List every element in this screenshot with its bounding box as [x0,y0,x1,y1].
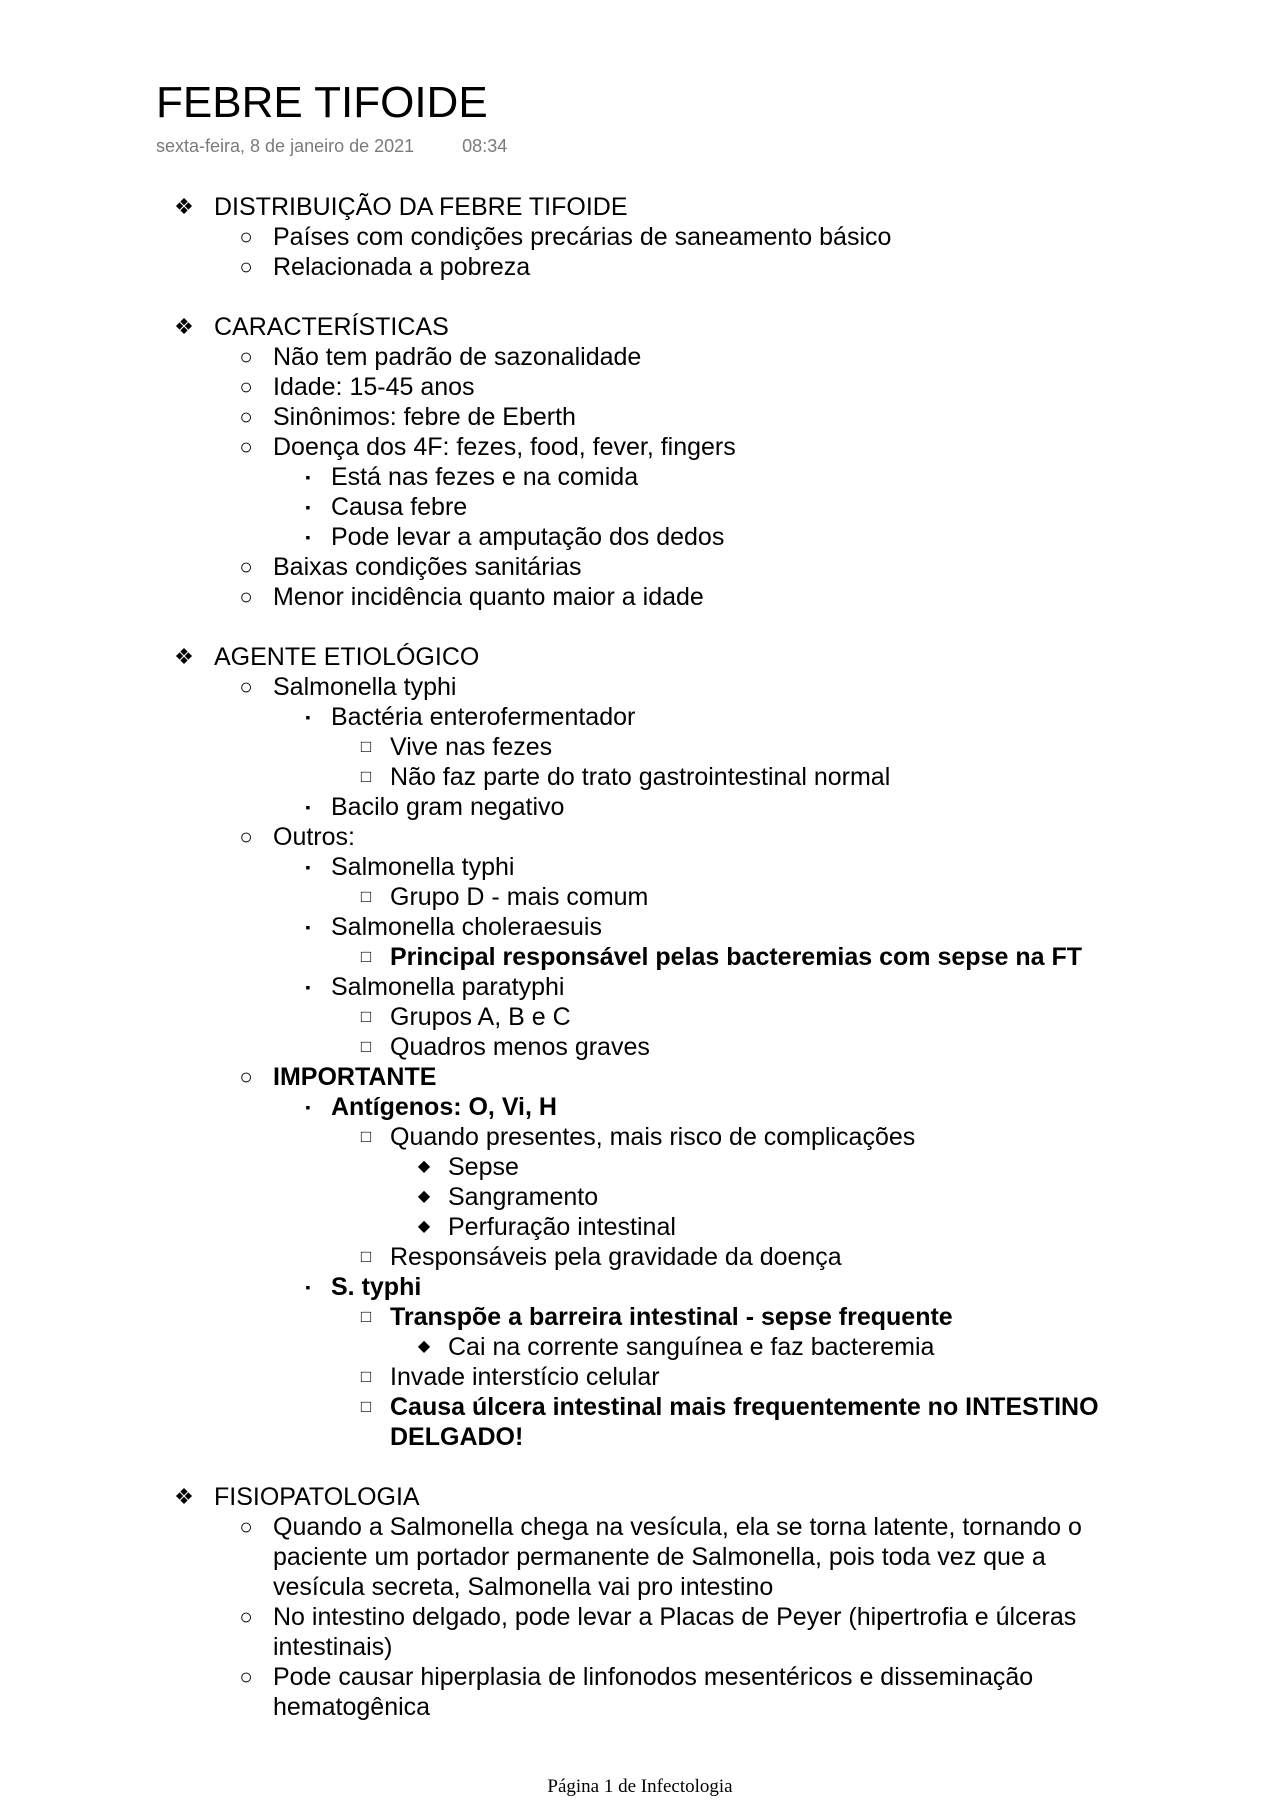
outline-item [0,1332,1280,1362]
circle-bullet-icon: ○ [239,1664,253,1689]
outline-item-text: Salmonella paratyphi [331,973,565,1001]
outline-item [0,312,1280,342]
outline-item [0,972,1280,1002]
outline-item-text: Bactéria enterofermentador [331,703,636,731]
circle-bullet-icon: ○ [239,224,253,249]
outline-item [0,702,1280,732]
outline-item [0,642,1280,672]
outline-item [0,732,1280,762]
hollow-square-bullet-icon: □ [360,1007,372,1026]
circle-bullet-icon: ○ [239,554,253,579]
outline-item [0,1122,1280,1152]
outline-item [0,432,1280,462]
outline-item [0,1152,1280,1182]
outline-item-text: Relacionada a pobreza [273,253,531,281]
filled-diamond-bullet-icon: ◆ [417,1218,431,1235]
outline-item [0,1542,1280,1572]
hollow-square-bullet-icon: □ [360,1367,372,1386]
square-bullet-icon: ▪ [305,709,311,725]
note-body [0,192,1280,1722]
outline-item-text: Antígenos: O, Vi, H [331,1093,557,1121]
outline-item [0,852,1280,882]
outline-item-text: FISIOPATOLOGIA [214,1483,420,1511]
outline-item-text: Grupos A, B e C [390,1003,571,1031]
outline-item [0,882,1280,912]
outline-item-text: Bacilo gram negativo [331,793,565,821]
circle-bullet-icon: ○ [239,674,253,699]
note-date: sexta-feira, 8 de janeiro de 2021 [156,136,415,156]
circle-bullet-icon: ○ [239,404,253,429]
diamond-bullet-icon: ❖ [174,644,194,669]
outline-item-text: Idade: 15-45 anos [273,373,475,401]
outline-item-text: Causa úlcera intestinal mais frequentemente no INTESTINO [390,1393,1099,1421]
outline-item-text: Quadros menos graves [390,1033,650,1061]
outline-item-text: Quando presentes, mais risco de complicações [390,1123,916,1151]
outline-item [0,1032,1280,1062]
outline-item-text: AGENTE ETIOLÓGICO [214,643,480,671]
outline-item [0,1002,1280,1032]
outline-item-text: DISTRIBUIÇÃO DA FEBRE TIFOIDE [214,193,628,221]
circle-bullet-icon: ○ [239,1064,253,1089]
outline-item [0,492,1280,522]
outline-item-text: Causa febre [331,493,468,521]
outline-item [0,462,1280,492]
outline-item-text: paciente um portador permanente de Salmonella, pois toda vez que a [273,1543,1046,1571]
hollow-square-bullet-icon: □ [360,1397,372,1416]
outline-item [0,582,1280,612]
hollow-square-bullet-icon: □ [360,737,372,756]
outline-item [0,1662,1280,1692]
outline-item-text: Está nas fezes e na comida [331,463,639,491]
square-bullet-icon: ▪ [305,859,311,875]
outline-item [0,1392,1280,1422]
outline-item-text: Sepse [448,1153,519,1181]
hollow-square-bullet-icon: □ [360,1247,372,1266]
outline-item [0,1422,1280,1452]
outline-item-text: Sangramento [448,1183,599,1211]
circle-bullet-icon: ○ [239,824,253,849]
filled-diamond-bullet-icon: ◆ [417,1158,431,1175]
outline-item [0,1572,1280,1602]
hollow-square-bullet-icon: □ [360,887,372,906]
diamond-bullet-icon: ❖ [174,314,194,339]
outline-item [0,792,1280,822]
outline-item-text: Não faz parte do trato gastrointestinal normal [390,763,891,791]
outline-item [0,342,1280,372]
outline-item-text: Menor incidência quanto maior a idade [273,583,704,611]
outline-item-text: S. typhi [331,1273,422,1301]
outline-item [0,672,1280,702]
outline-item [0,522,1280,552]
outline-item [0,1182,1280,1212]
filled-diamond-bullet-icon: ◆ [417,1338,431,1355]
outline-item-text: Baixas condições sanitárias [273,553,582,581]
outline-item [0,1362,1280,1392]
outline-item [0,192,1280,222]
outline-item-text: Salmonella typhi [273,673,457,701]
outline-item-text: DELGADO! [390,1423,524,1451]
circle-bullet-icon: ○ [239,434,253,459]
square-bullet-icon: ▪ [305,1099,311,1115]
outline-item-text: IMPORTANTE [273,1063,437,1091]
diamond-bullet-icon: ❖ [174,1484,194,1509]
outline-item [0,1062,1280,1092]
outline-item [0,1302,1280,1332]
outline-item-text: Vive nas fezes [390,733,553,761]
square-bullet-icon: ▪ [305,799,311,815]
outline-item-text: Cai na corrente sanguínea e faz bacteremia [448,1333,935,1361]
circle-bullet-icon: ○ [239,344,253,369]
outline-item-text: Pode causar hiperplasia de linfonodos mesentéricos e disseminação [273,1663,1034,1691]
outline-item [0,942,1280,972]
outline-item [0,822,1280,852]
note-time: 08:34 [462,136,508,156]
outline-item-text: Responsáveis pela gravidade da doença [390,1243,842,1271]
circle-bullet-icon: ○ [239,1514,253,1539]
outline-item-text: Quando a Salmonella chega na vesícula, ela se torna latente, tornando o [273,1513,1082,1541]
hollow-square-bullet-icon: □ [360,1037,372,1056]
hollow-square-bullet-icon: □ [360,1127,372,1146]
square-bullet-icon: ▪ [305,979,311,995]
outline-item [0,402,1280,432]
outline-item-text: Salmonella typhi [331,853,515,881]
outline-item-text: Doença dos 4F: fezes, food, fever, fingers [273,433,736,461]
outline-item-text: Invade interstício celular [390,1363,660,1391]
circle-bullet-icon: ○ [239,584,253,609]
outline-item-text: Grupo D - mais comum [390,883,649,911]
outline-item [0,912,1280,942]
outline-item [0,1242,1280,1272]
square-bullet-icon: ▪ [305,919,311,935]
outline-item-text: hematogênica [273,1693,431,1721]
diamond-bullet-icon: ❖ [174,194,194,219]
outline-item [0,1272,1280,1302]
outline-item [0,1512,1280,1542]
outline-item-text: Países com condições precárias de saneamento básico [273,223,892,251]
square-bullet-icon: ▪ [305,1279,311,1295]
outline-item [0,552,1280,582]
filled-diamond-bullet-icon: ◆ [417,1188,431,1205]
outline-item [0,372,1280,402]
outline-item [0,1602,1280,1632]
page-title: FEBRE TIFOIDE [156,78,488,127]
date-line [156,136,507,157]
square-bullet-icon: ▪ [305,529,311,545]
outline-item [0,1092,1280,1122]
outline-item-text: Principal responsável pelas bacteremias com sepse na FT [390,943,1082,971]
outline-item-text: Transpõe a barreira intestinal - sepse frequente [390,1303,953,1331]
outline-item-text: Salmonella choleraesuis [331,913,602,941]
blank-line [0,282,1280,312]
outline-item [0,222,1280,252]
outline-item-text: vesícula secreta, Salmonella vai pro intestino [273,1573,774,1601]
outline-item-text: No intestino delgado, pode levar a Placas de Peyer (hipertrofia e úlceras [273,1603,1077,1631]
square-bullet-icon: ▪ [305,469,311,485]
circle-bullet-icon: ○ [239,1604,253,1629]
outline-item-text: intestinais) [273,1633,393,1661]
circle-bullet-icon: ○ [239,254,253,279]
outline-item-text: CARACTERÍSTICAS [214,313,449,341]
outline-item [0,1632,1280,1662]
outline-item [0,1482,1280,1512]
blank-line [0,1452,1280,1482]
outline-item-text: Perfuração intestinal [448,1213,676,1241]
hollow-square-bullet-icon: □ [360,767,372,786]
page-footer: Página 1 de Infectologia [547,1776,733,1797]
hollow-square-bullet-icon: □ [360,1307,372,1326]
outline-item [0,762,1280,792]
blank-line [0,612,1280,642]
circle-bullet-icon: ○ [239,374,253,399]
square-bullet-icon: ▪ [305,499,311,515]
outline-item [0,252,1280,282]
outline-item-text: Outros: [273,823,355,851]
hollow-square-bullet-icon: □ [360,947,372,966]
outline-item-text: Não tem padrão de sazonalidade [273,343,642,371]
outline-item [0,1692,1280,1722]
outline-item-text: Sinônimos: febre de Eberth [273,403,576,431]
outline-item [0,1212,1280,1242]
outline-item-text: Pode levar a amputação dos dedos [331,523,725,551]
